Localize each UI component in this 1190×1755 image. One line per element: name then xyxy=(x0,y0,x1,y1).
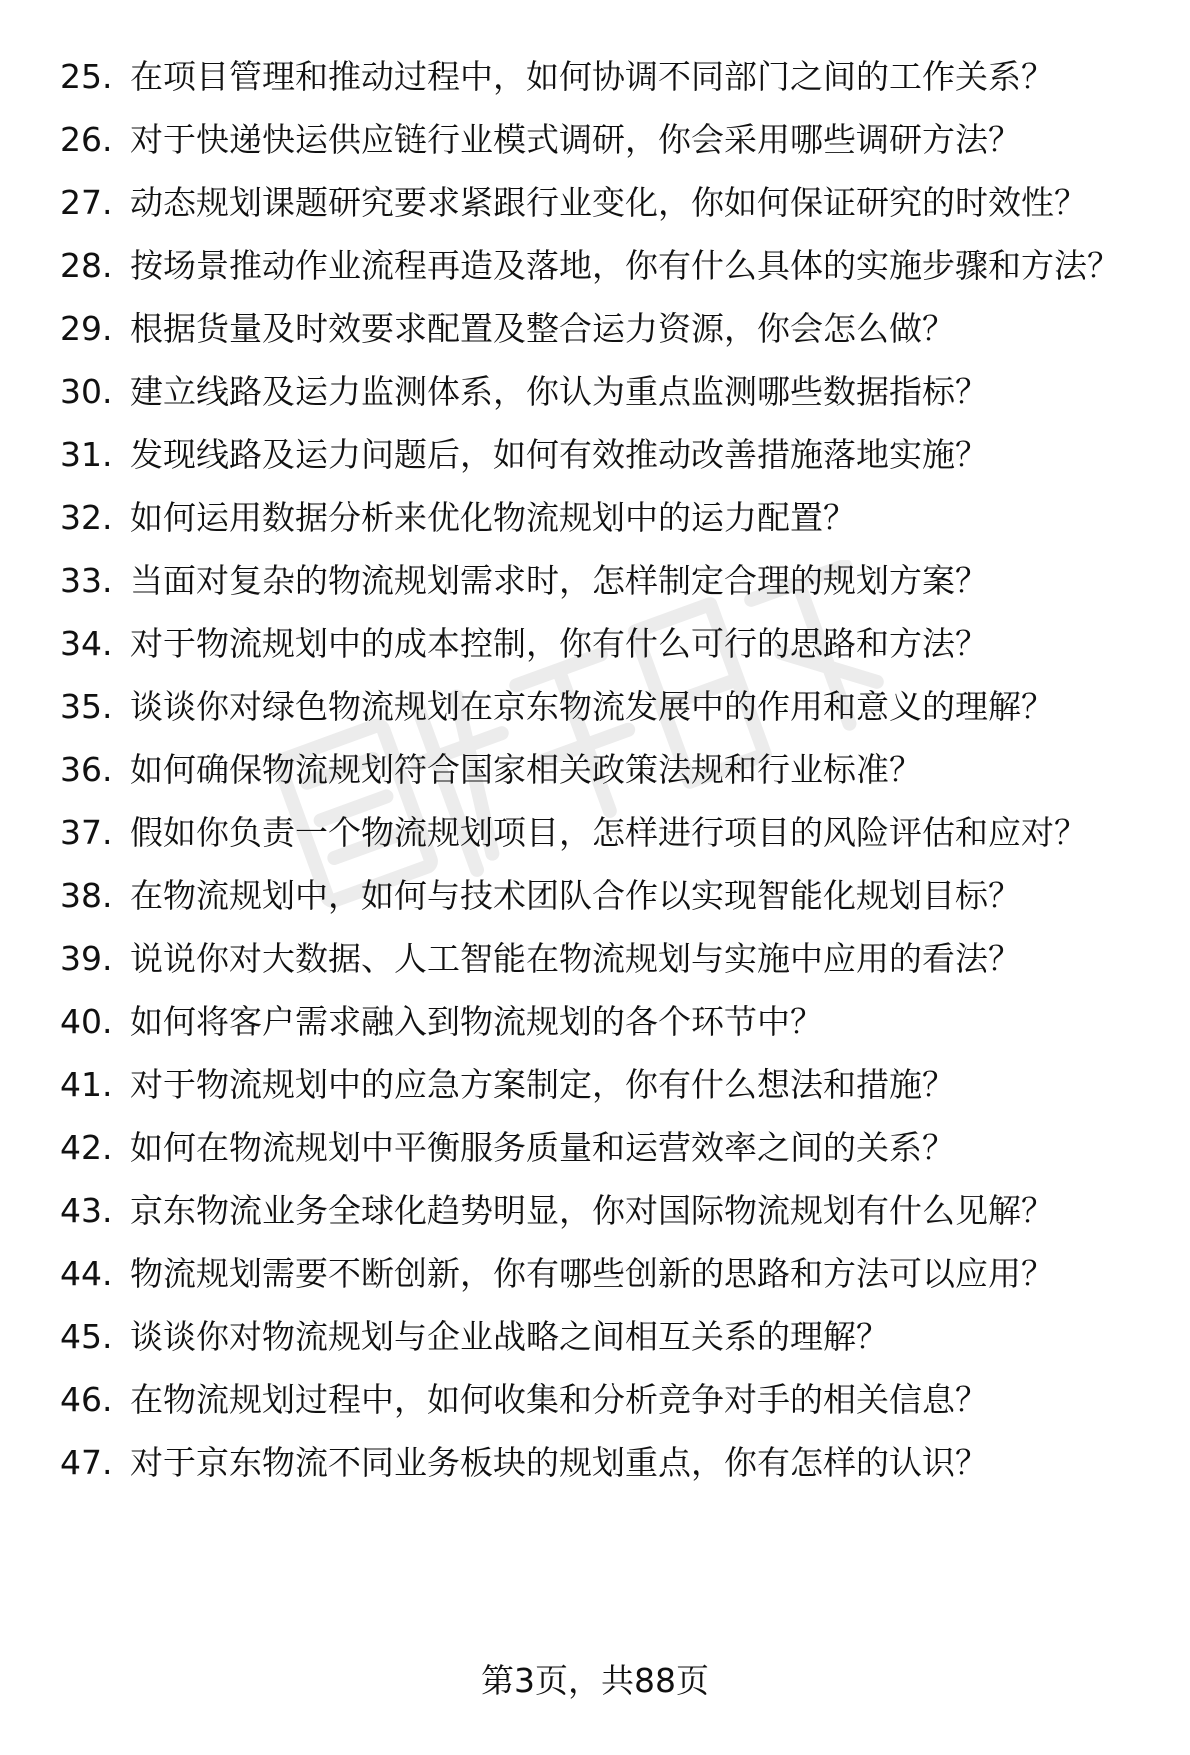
list-item xyxy=(60,812,1150,854)
question-number: 47. xyxy=(60,1443,113,1482)
list-item xyxy=(60,119,1150,161)
list-item xyxy=(60,308,1150,350)
list-item xyxy=(60,1001,1150,1043)
question-list xyxy=(60,56,1150,1505)
question-text: 京东物流业务全球化趋势明显，你对国际物流规划有什么见解？ xyxy=(130,1191,1054,1230)
list-item xyxy=(60,560,1150,602)
list-item xyxy=(60,623,1150,665)
list-item xyxy=(60,434,1150,476)
question-text: 谈谈你对绿色物流规划在京东物流发展中的作用和意义的理解？ xyxy=(130,687,1054,726)
question-text: 如何在物流规划中平衡服务质量和运营效率之间的关系？ xyxy=(130,1128,955,1167)
list-item xyxy=(60,1190,1150,1232)
question-number: 28. xyxy=(60,246,113,285)
question-text: 根据货量及时效要求配置及整合运力资源，你会怎么做？ xyxy=(130,309,955,348)
question-text: 当面对复杂的物流规划需求时，怎样制定合理的规划方案？ xyxy=(130,561,988,600)
question-text: 对于京东物流不同业务板块的规划重点，你有怎样的认识？ xyxy=(130,1443,988,1482)
list-item xyxy=(60,245,1150,287)
question-text: 在物流规划中，如何与技术团队合作以实现智能化规划目标？ xyxy=(130,876,1021,915)
list-item xyxy=(60,56,1150,98)
question-text: 对于快递快运供应链行业模式调研，你会采用哪些调研方法？ xyxy=(130,120,1021,159)
question-text: 如何将客户需求融入到物流规划的各个环节中？ xyxy=(130,1002,823,1041)
question-text: 按场景推动作业流程再造及落地，你有什么具体的实施步骤和方法？ xyxy=(130,246,1120,285)
list-item xyxy=(60,1316,1150,1358)
question-number: 37. xyxy=(60,813,113,852)
question-number: 36. xyxy=(60,750,113,789)
question-number: 43. xyxy=(60,1191,113,1230)
list-item xyxy=(60,938,1150,980)
list-item xyxy=(60,182,1150,224)
list-item xyxy=(60,686,1150,728)
question-number: 31. xyxy=(60,435,113,474)
list-item xyxy=(60,1064,1150,1106)
question-text: 动态规划课题研究要求紧跟行业变化，你如何保证研究的时效性？ xyxy=(130,183,1087,222)
question-text: 对于物流规划中的成本控制，你有什么可行的思路和方法？ xyxy=(130,624,988,663)
question-text: 在项目管理和推动过程中，如何协调不同部门之间的工作关系？ xyxy=(130,57,1054,96)
list-item xyxy=(60,875,1150,917)
question-number: 45. xyxy=(60,1317,113,1356)
list-item xyxy=(60,497,1150,539)
list-item xyxy=(60,1442,1150,1484)
question-text: 发现线路及运力问题后，如何有效推动改善措施落地实施？ xyxy=(130,435,988,474)
question-number: 42. xyxy=(60,1128,113,1167)
question-number: 29. xyxy=(60,309,113,348)
question-number: 27. xyxy=(60,183,113,222)
question-number: 38. xyxy=(60,876,113,915)
question-number: 39. xyxy=(60,939,113,978)
question-text: 对于物流规划中的应急方案制定，你有什么想法和措施？ xyxy=(130,1065,955,1104)
question-number: 35. xyxy=(60,687,113,726)
question-text: 在物流规划过程中，如何收集和分析竞争对手的相关信息？ xyxy=(130,1380,988,1419)
question-text: 假如你负责一个物流规划项目，怎样进行项目的风险评估和应对？ xyxy=(130,813,1087,852)
question-number: 41. xyxy=(60,1065,113,1104)
question-number: 44. xyxy=(60,1254,113,1293)
question-text: 建立线路及运力监测体系，你认为重点监测哪些数据指标？ xyxy=(130,372,988,411)
list-item xyxy=(60,1127,1150,1169)
list-item xyxy=(60,371,1150,413)
list-item xyxy=(60,1253,1150,1295)
list-item xyxy=(60,1379,1150,1421)
page-number-footer: 第3页，共88页 xyxy=(481,1661,709,1700)
question-number: 34. xyxy=(60,624,113,663)
question-number: 33. xyxy=(60,561,113,600)
question-text: 物流规划需要不断创新，你有哪些创新的思路和方法可以应用？ xyxy=(130,1254,1054,1293)
question-number: 26. xyxy=(60,120,113,159)
question-number: 40. xyxy=(60,1002,113,1041)
question-number: 30. xyxy=(60,372,113,411)
question-number: 32. xyxy=(60,498,113,537)
question-number: 46. xyxy=(60,1380,113,1419)
question-text: 谈谈你对物流规划与企业战略之间相互关系的理解？ xyxy=(130,1317,889,1356)
question-text: 说说你对大数据、人工智能在物流规划与实施中应用的看法？ xyxy=(130,939,1021,978)
question-text: 如何确保物流规划符合国家相关政策法规和行业标准？ xyxy=(130,750,922,789)
question-number: 25. xyxy=(60,57,113,96)
question-text: 如何运用数据分析来优化物流规划中的运力配置？ xyxy=(130,498,856,537)
list-item xyxy=(60,749,1150,791)
